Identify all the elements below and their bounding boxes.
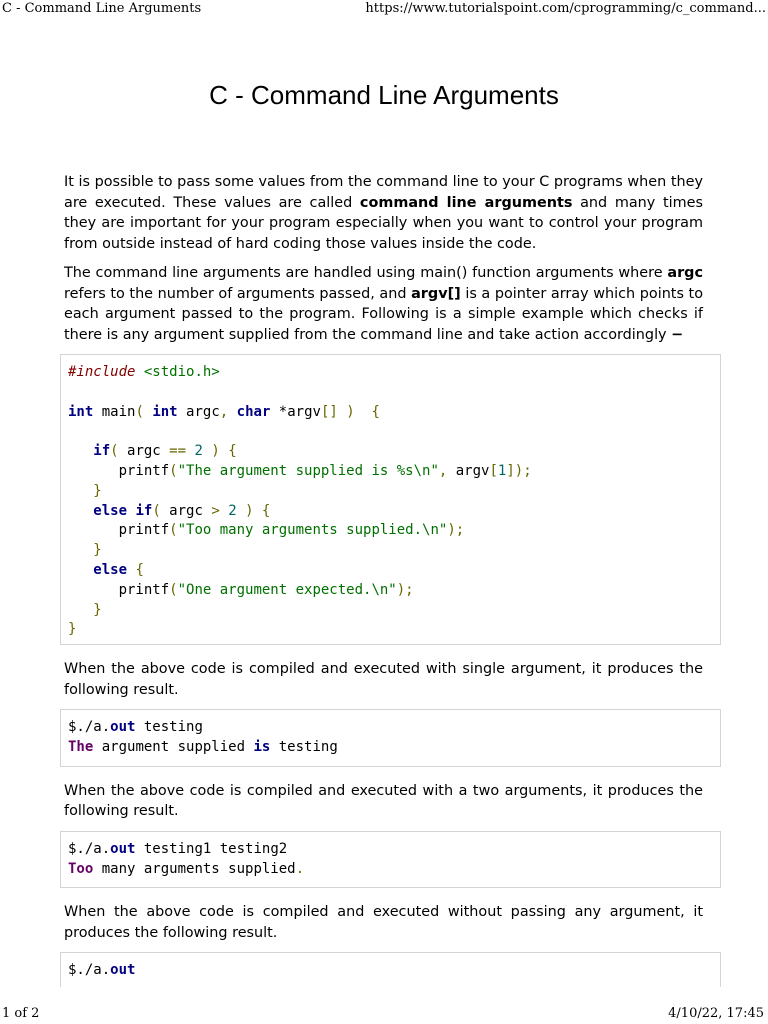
single-argument-paragraph: When the above code is compiled and executed with single argument, it produces the following result. bbox=[64, 661, 703, 698]
print-footer bbox=[0, 1006, 768, 1024]
two-arguments-paragraph: When the above code is compiled and executed with a two arguments, it produces the following result. bbox=[64, 782, 703, 820]
output-block-single[interactable]: $./a.out testing The argument supplied is testing bbox=[60, 709, 721, 767]
article-body bbox=[64, 172, 703, 987]
argc-argv-paragraph: The command line arguments are handled using main() function arguments where argc refers to the number of arguments passed, and argv[] is a pointer array which points to each argument passed to the program. Following is a simple example which checks if there is any argument supplied from the command line and take action accordingly − bbox=[64, 265, 703, 343]
output-block-none[interactable]: $./a.out bbox=[60, 952, 721, 987]
page-number: 1 of 2 bbox=[2, 1006, 40, 1021]
print-header-title: C - Command Line Arguments bbox=[2, 1, 202, 16]
output-block-two[interactable]: $./a.out testing1 testing2 Too many arguments supplied. bbox=[60, 831, 721, 889]
code-block-example[interactable]: #include <stdio.h> int main( int argc, char *argv[] ) { if( argc == 2 ) { printf("The argument supplied is %s\n", argv[1]); } else if( argc > 2 ) { printf("Too many arguments supplied.\n"); } else { printf("One argument expected.\n"); } } bbox=[60, 354, 721, 645]
print-header-url[interactable]: https://www.tutorialspoint.com/cprogramming/c_command... bbox=[365, 1, 766, 16]
page-title: C - Command Line Arguments bbox=[209, 80, 559, 110]
print-header bbox=[0, 0, 768, 18]
print-datetime: 4/10/22, 17:45 bbox=[668, 1006, 764, 1021]
no-argument-paragraph: When the above code is compiled and executed without passing any argument, it produces the following result. bbox=[64, 904, 703, 941]
intro-paragraph: It is possible to pass some values from the command line to your C programs when they are executed. These values are called command line arguments and many times they are important for your program especially when you want to control your program from outside instead of hard coding those values inside the code. bbox=[64, 174, 703, 252]
